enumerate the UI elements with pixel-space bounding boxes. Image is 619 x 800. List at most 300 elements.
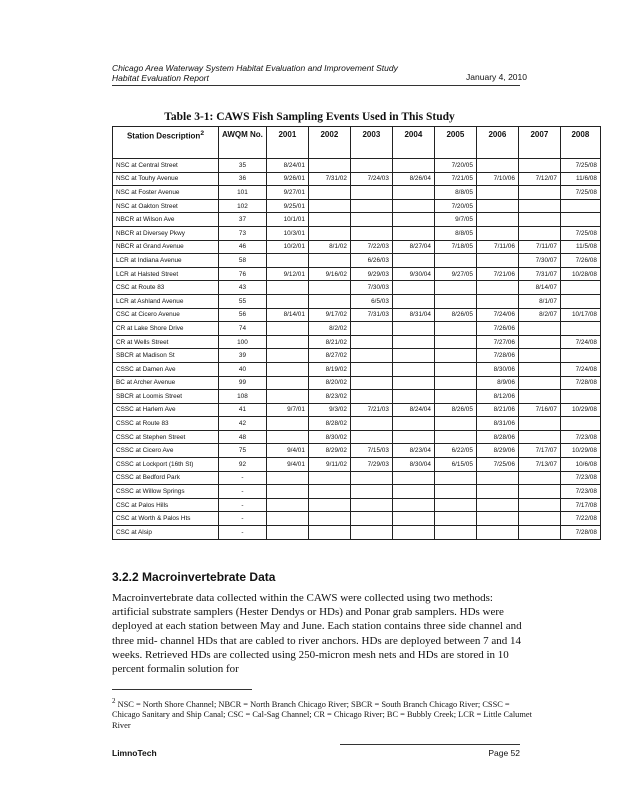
table-row bbox=[113, 267, 601, 281]
station-cell: SBCR at Loomis Street bbox=[113, 390, 219, 404]
date-cell bbox=[350, 362, 392, 376]
table-row bbox=[113, 294, 601, 308]
date-cell bbox=[392, 349, 434, 363]
date-cell: 7/20/05 bbox=[434, 199, 476, 213]
date-cell bbox=[518, 485, 560, 499]
date-cell bbox=[476, 512, 518, 526]
footnote-rule bbox=[112, 689, 252, 690]
date-cell: 7/18/05 bbox=[434, 240, 476, 254]
awqm-cell: 76 bbox=[219, 267, 267, 281]
date-cell bbox=[308, 498, 350, 512]
date-cell: 9/4/01 bbox=[266, 444, 308, 458]
awqm-cell: 48 bbox=[219, 430, 267, 444]
date-cell bbox=[350, 526, 392, 540]
awqm-cell: - bbox=[219, 471, 267, 485]
date-cell bbox=[308, 512, 350, 526]
date-cell bbox=[350, 417, 392, 431]
column-header bbox=[476, 127, 518, 159]
column-header-label: 2007 bbox=[530, 130, 549, 139]
date-cell: 8/30/04 bbox=[392, 458, 434, 472]
date-cell bbox=[266, 417, 308, 431]
awqm-cell: 42 bbox=[219, 417, 267, 431]
table-row bbox=[113, 485, 601, 499]
date-cell bbox=[392, 335, 434, 349]
date-cell bbox=[308, 294, 350, 308]
table-row bbox=[113, 362, 601, 376]
date-cell bbox=[308, 471, 350, 485]
date-cell: 7/30/03 bbox=[350, 281, 392, 295]
date-cell bbox=[518, 335, 560, 349]
column-header bbox=[560, 127, 600, 159]
date-cell bbox=[350, 498, 392, 512]
date-cell bbox=[476, 294, 518, 308]
awqm-cell: 35 bbox=[219, 159, 267, 173]
date-cell: 11/6/08 bbox=[560, 172, 600, 186]
column-header-label: 2004 bbox=[404, 130, 423, 139]
date-cell bbox=[518, 498, 560, 512]
date-cell: 7/28/08 bbox=[560, 376, 600, 390]
date-cell bbox=[560, 322, 600, 336]
awqm-cell: 100 bbox=[219, 335, 267, 349]
awqm-cell: 92 bbox=[219, 458, 267, 472]
date-cell bbox=[434, 390, 476, 404]
date-cell bbox=[392, 322, 434, 336]
date-cell: 6/15/05 bbox=[434, 458, 476, 472]
date-cell: 8/28/06 bbox=[476, 430, 518, 444]
date-cell bbox=[350, 349, 392, 363]
date-cell bbox=[308, 213, 350, 227]
date-cell: 8/29/06 bbox=[476, 444, 518, 458]
date-cell: 7/28/08 bbox=[560, 526, 600, 540]
date-cell bbox=[392, 498, 434, 512]
date-cell: 8/24/01 bbox=[266, 159, 308, 173]
date-cell: 10/28/08 bbox=[560, 267, 600, 281]
date-cell: 7/10/06 bbox=[476, 172, 518, 186]
date-cell: 8/30/06 bbox=[476, 362, 518, 376]
date-cell bbox=[518, 226, 560, 240]
station-cell: CSSC at Lockport (16th St) bbox=[113, 458, 219, 472]
date-cell: 7/23/08 bbox=[560, 485, 600, 499]
date-cell bbox=[392, 430, 434, 444]
date-cell: 7/21/05 bbox=[434, 172, 476, 186]
date-cell bbox=[476, 213, 518, 227]
station-cell: CSC at Route 83 bbox=[113, 281, 219, 295]
station-cell: NSC at Foster Avenue bbox=[113, 186, 219, 200]
date-cell: 8/2/02 bbox=[308, 322, 350, 336]
date-cell bbox=[434, 512, 476, 526]
awqm-cell: 102 bbox=[219, 199, 267, 213]
date-cell: 9/26/01 bbox=[266, 172, 308, 186]
date-cell bbox=[266, 498, 308, 512]
awqm-cell: 43 bbox=[219, 281, 267, 295]
station-cell: CSC at Palos Hills bbox=[113, 498, 219, 512]
date-cell bbox=[476, 485, 518, 499]
date-cell bbox=[434, 417, 476, 431]
date-cell: 7/15/03 bbox=[350, 444, 392, 458]
date-cell: 7/24/06 bbox=[476, 308, 518, 322]
date-cell: 8/28/02 bbox=[308, 417, 350, 431]
date-cell bbox=[518, 186, 560, 200]
date-cell bbox=[392, 281, 434, 295]
date-cell bbox=[434, 254, 476, 268]
footnote-reference: 2 bbox=[200, 130, 205, 137]
date-cell bbox=[392, 213, 434, 227]
date-cell: 8/23/02 bbox=[308, 390, 350, 404]
station-cell: LCR at Halsted Street bbox=[113, 267, 219, 281]
date-cell bbox=[434, 335, 476, 349]
table-row bbox=[113, 159, 601, 173]
awqm-cell: 108 bbox=[219, 390, 267, 404]
date-cell: 9/11/02 bbox=[308, 458, 350, 472]
date-cell: 7/11/07 bbox=[518, 240, 560, 254]
date-cell: 8/8/05 bbox=[434, 186, 476, 200]
date-cell: 7/12/07 bbox=[518, 172, 560, 186]
date-cell bbox=[350, 159, 392, 173]
date-cell: 7/24/08 bbox=[560, 362, 600, 376]
date-cell: 8/20/02 bbox=[308, 376, 350, 390]
column-header-label: 2003 bbox=[362, 130, 381, 139]
footer-page-number: Page 52 bbox=[488, 748, 520, 758]
date-cell bbox=[266, 526, 308, 540]
table-row bbox=[113, 240, 601, 254]
table-row bbox=[113, 322, 601, 336]
date-cell: 7/27/06 bbox=[476, 335, 518, 349]
date-cell: 7/24/03 bbox=[350, 172, 392, 186]
column-header bbox=[113, 127, 219, 159]
date-cell bbox=[518, 526, 560, 540]
date-cell bbox=[476, 498, 518, 512]
table-row bbox=[113, 281, 601, 295]
date-cell: 9/7/01 bbox=[266, 403, 308, 417]
column-header bbox=[266, 127, 308, 159]
awqm-cell: 41 bbox=[219, 403, 267, 417]
date-cell bbox=[392, 417, 434, 431]
date-cell: 10/29/08 bbox=[560, 444, 600, 458]
date-cell: 7/31/02 bbox=[308, 172, 350, 186]
station-cell: NBCR at Wilson Ave bbox=[113, 213, 219, 227]
column-header bbox=[518, 127, 560, 159]
date-cell bbox=[266, 362, 308, 376]
date-cell bbox=[266, 281, 308, 295]
date-cell bbox=[518, 376, 560, 390]
awqm-cell: 74 bbox=[219, 322, 267, 336]
date-cell bbox=[560, 417, 600, 431]
date-cell bbox=[350, 512, 392, 526]
date-cell bbox=[350, 335, 392, 349]
date-cell bbox=[350, 226, 392, 240]
date-cell bbox=[560, 199, 600, 213]
date-cell: 7/23/08 bbox=[560, 430, 600, 444]
date-cell bbox=[266, 430, 308, 444]
date-cell: 7/21/06 bbox=[476, 267, 518, 281]
column-header bbox=[350, 127, 392, 159]
date-cell bbox=[308, 159, 350, 173]
running-header-date: January 4, 2010 bbox=[466, 72, 527, 82]
table-row bbox=[113, 444, 601, 458]
date-cell bbox=[266, 376, 308, 390]
station-cell: CSSC at Damen Ave bbox=[113, 362, 219, 376]
date-cell: 8/26/04 bbox=[392, 172, 434, 186]
date-cell bbox=[518, 199, 560, 213]
station-cell: CSC at Worth & Palos Hts bbox=[113, 512, 219, 526]
date-cell bbox=[308, 281, 350, 295]
awqm-cell: 40 bbox=[219, 362, 267, 376]
date-cell: 7/22/08 bbox=[560, 512, 600, 526]
date-cell bbox=[560, 213, 600, 227]
date-cell: 10/3/01 bbox=[266, 226, 308, 240]
station-cell: NBCR at Diversey Pkwy bbox=[113, 226, 219, 240]
station-cell: BC at Archer Avenue bbox=[113, 376, 219, 390]
date-cell bbox=[518, 471, 560, 485]
date-cell: 6/22/05 bbox=[434, 444, 476, 458]
date-cell bbox=[476, 526, 518, 540]
date-cell bbox=[392, 512, 434, 526]
date-cell: 7/20/05 bbox=[434, 159, 476, 173]
date-cell bbox=[308, 226, 350, 240]
awqm-cell: 39 bbox=[219, 349, 267, 363]
date-cell: 8/21/06 bbox=[476, 403, 518, 417]
date-cell: 8/29/02 bbox=[308, 444, 350, 458]
table-row bbox=[113, 254, 601, 268]
running-header-title: Chicago Area Waterway System Habitat Evaluation and Improvement Study bbox=[112, 63, 398, 73]
date-cell: 8/19/02 bbox=[308, 362, 350, 376]
date-cell bbox=[434, 485, 476, 499]
date-cell: 7/25/08 bbox=[560, 186, 600, 200]
footer-rule bbox=[340, 744, 520, 745]
date-cell: 7/17/07 bbox=[518, 444, 560, 458]
date-cell bbox=[392, 294, 434, 308]
date-cell: 9/27/01 bbox=[266, 186, 308, 200]
date-cell bbox=[476, 199, 518, 213]
column-header-label: AWQM No. bbox=[222, 130, 263, 139]
station-cell: CSSC at Harlem Ave bbox=[113, 403, 219, 417]
section-heading: 3.2.2 Macroinvertebrate Data bbox=[112, 570, 276, 584]
date-cell bbox=[434, 322, 476, 336]
footnote-mark: 2 bbox=[112, 697, 116, 705]
date-cell: 8/31/04 bbox=[392, 308, 434, 322]
station-cell: SBCR at Madison St bbox=[113, 349, 219, 363]
date-cell: 8/12/06 bbox=[476, 390, 518, 404]
table-row bbox=[113, 186, 601, 200]
date-cell: 8/27/04 bbox=[392, 240, 434, 254]
table-row bbox=[113, 498, 601, 512]
date-cell: 7/29/03 bbox=[350, 458, 392, 472]
date-cell: 10/2/01 bbox=[266, 240, 308, 254]
footer-company: LimnoTech bbox=[112, 748, 157, 758]
footnote-text: NSC = North Shore Channel; NBCR = North Branch Chicago River; SBCR = South Branch Chicago River; CSSC = Chicago Sanitary and Ship Canal; CSC = Cal-Sag Channel; CR = Chicago River; BC = Bubbly Creek; LCR = Little Calumet River bbox=[112, 699, 532, 730]
date-cell bbox=[308, 526, 350, 540]
awqm-cell: 55 bbox=[219, 294, 267, 308]
date-cell: 7/26/06 bbox=[476, 322, 518, 336]
running-header-subtitle: Habitat Evaluation Report bbox=[112, 73, 209, 83]
column-header bbox=[434, 127, 476, 159]
column-header bbox=[392, 127, 434, 159]
date-cell bbox=[350, 430, 392, 444]
date-cell bbox=[308, 485, 350, 499]
date-cell bbox=[518, 159, 560, 173]
awqm-cell: - bbox=[219, 526, 267, 540]
date-cell bbox=[350, 485, 392, 499]
footnote bbox=[112, 696, 532, 731]
date-cell bbox=[518, 349, 560, 363]
date-cell bbox=[476, 254, 518, 268]
table-header-row bbox=[113, 127, 601, 159]
date-cell bbox=[560, 390, 600, 404]
station-cell: NSC at Touhy Avenue bbox=[113, 172, 219, 186]
date-cell bbox=[476, 281, 518, 295]
awqm-cell: 75 bbox=[219, 444, 267, 458]
awqm-cell: 46 bbox=[219, 240, 267, 254]
station-cell: NSC at Oakton Street bbox=[113, 199, 219, 213]
date-cell: 8/21/02 bbox=[308, 335, 350, 349]
date-cell: 8/30/02 bbox=[308, 430, 350, 444]
date-cell bbox=[392, 376, 434, 390]
awqm-cell: 36 bbox=[219, 172, 267, 186]
column-header-label: 2008 bbox=[571, 130, 590, 139]
date-cell: 8/9/06 bbox=[476, 376, 518, 390]
date-cell: 7/26/08 bbox=[560, 254, 600, 268]
date-cell bbox=[560, 294, 600, 308]
date-cell: 11/5/08 bbox=[560, 240, 600, 254]
table-row bbox=[113, 526, 601, 540]
date-cell bbox=[308, 254, 350, 268]
date-cell: 7/11/06 bbox=[476, 240, 518, 254]
column-header-label: 2001 bbox=[278, 130, 297, 139]
table-row bbox=[113, 471, 601, 485]
table-row bbox=[113, 403, 601, 417]
date-cell: 7/30/07 bbox=[518, 254, 560, 268]
date-cell: 9/25/01 bbox=[266, 199, 308, 213]
station-cell: CSSC at Bedford Park bbox=[113, 471, 219, 485]
table-row bbox=[113, 199, 601, 213]
date-cell bbox=[518, 322, 560, 336]
column-header bbox=[308, 127, 350, 159]
date-cell bbox=[350, 376, 392, 390]
table-row bbox=[113, 213, 601, 227]
header-rule bbox=[112, 85, 520, 86]
date-cell: 8/2/07 bbox=[518, 308, 560, 322]
date-cell bbox=[392, 362, 434, 376]
column-header-label: 2006 bbox=[488, 130, 507, 139]
date-cell bbox=[434, 362, 476, 376]
date-cell: 7/16/07 bbox=[518, 403, 560, 417]
station-cell: CSSC at Route 83 bbox=[113, 417, 219, 431]
date-cell: 9/7/05 bbox=[434, 213, 476, 227]
date-cell: 8/24/04 bbox=[392, 403, 434, 417]
date-cell: 9/27/05 bbox=[434, 267, 476, 281]
date-cell bbox=[518, 417, 560, 431]
date-cell: 7/23/08 bbox=[560, 471, 600, 485]
date-cell bbox=[392, 471, 434, 485]
table-row bbox=[113, 430, 601, 444]
station-cell: CSC at Cicero Avenue bbox=[113, 308, 219, 322]
fish-sampling-table bbox=[112, 126, 601, 540]
date-cell bbox=[266, 294, 308, 308]
date-cell: 7/24/08 bbox=[560, 335, 600, 349]
date-cell bbox=[392, 186, 434, 200]
date-cell bbox=[434, 294, 476, 308]
date-cell bbox=[392, 390, 434, 404]
date-cell bbox=[266, 349, 308, 363]
table-row bbox=[113, 226, 601, 240]
date-cell bbox=[392, 526, 434, 540]
table-row bbox=[113, 349, 601, 363]
date-cell bbox=[350, 213, 392, 227]
section-paragraph: Macroinvertebrate data collected within the CAWS were collected using two methods: artificial substrate samplers (Hester Dendys or HDs) and Ponar grab samplers. HDs were deployed at each station between May and June. Each station contains three side channel and three mid- channel HDs that are cabled to river anchors. HDs are deployed between 7 and 14 weeks. Retrieved HDs are collected using 250-micron mesh nets and HDs are stored in 10 percent formalin solution for bbox=[112, 592, 522, 676]
date-cell bbox=[392, 199, 434, 213]
awqm-cell: 99 bbox=[219, 376, 267, 390]
date-cell: 8/1/07 bbox=[518, 294, 560, 308]
station-cell: CSC at Alsip bbox=[113, 526, 219, 540]
date-cell bbox=[350, 322, 392, 336]
date-cell bbox=[476, 186, 518, 200]
station-cell: CR at Lake Shore Drive bbox=[113, 322, 219, 336]
date-cell bbox=[266, 335, 308, 349]
date-cell: 8/14/01 bbox=[266, 308, 308, 322]
date-cell: 7/25/08 bbox=[560, 159, 600, 173]
date-cell bbox=[518, 512, 560, 526]
date-cell: 8/1/02 bbox=[308, 240, 350, 254]
date-cell bbox=[392, 226, 434, 240]
date-cell bbox=[266, 485, 308, 499]
date-cell bbox=[518, 213, 560, 227]
awqm-cell: 58 bbox=[219, 254, 267, 268]
date-cell bbox=[392, 254, 434, 268]
date-cell: 8/26/05 bbox=[434, 403, 476, 417]
date-cell: 7/31/03 bbox=[350, 308, 392, 322]
date-cell: 10/17/08 bbox=[560, 308, 600, 322]
table-row bbox=[113, 512, 601, 526]
date-cell: 9/3/02 bbox=[308, 403, 350, 417]
date-cell bbox=[266, 471, 308, 485]
date-cell: 7/25/08 bbox=[560, 226, 600, 240]
date-cell: 7/22/03 bbox=[350, 240, 392, 254]
table-row bbox=[113, 458, 601, 472]
date-cell bbox=[560, 281, 600, 295]
date-cell: 6/5/03 bbox=[350, 294, 392, 308]
table-caption: Table 3-1: CAWS Fish Sampling Events Used in This Study bbox=[164, 111, 455, 123]
date-cell: 7/13/07 bbox=[518, 458, 560, 472]
date-cell: 7/17/08 bbox=[560, 498, 600, 512]
date-cell: 10/6/08 bbox=[560, 458, 600, 472]
date-cell: 7/31/07 bbox=[518, 267, 560, 281]
awqm-cell: 56 bbox=[219, 308, 267, 322]
date-cell bbox=[392, 159, 434, 173]
date-cell bbox=[434, 281, 476, 295]
date-cell bbox=[266, 322, 308, 336]
date-cell: 9/30/04 bbox=[392, 267, 434, 281]
awqm-cell: - bbox=[219, 485, 267, 499]
date-cell bbox=[476, 471, 518, 485]
column-header-label: 2005 bbox=[446, 130, 465, 139]
station-cell: NBCR at Grand Avenue bbox=[113, 240, 219, 254]
awqm-cell: 37 bbox=[219, 213, 267, 227]
date-cell: 9/16/02 bbox=[308, 267, 350, 281]
date-cell: 9/17/02 bbox=[308, 308, 350, 322]
station-cell: LCR at Indiana Avenue bbox=[113, 254, 219, 268]
date-cell bbox=[350, 199, 392, 213]
date-cell bbox=[518, 390, 560, 404]
date-cell: 9/29/03 bbox=[350, 267, 392, 281]
awqm-cell: 101 bbox=[219, 186, 267, 200]
station-cell: CSSC at Cicero Ave bbox=[113, 444, 219, 458]
table-row bbox=[113, 390, 601, 404]
date-cell: 7/21/03 bbox=[350, 403, 392, 417]
date-cell: 8/26/05 bbox=[434, 308, 476, 322]
table-row bbox=[113, 376, 601, 390]
date-cell bbox=[350, 186, 392, 200]
date-cell bbox=[476, 159, 518, 173]
